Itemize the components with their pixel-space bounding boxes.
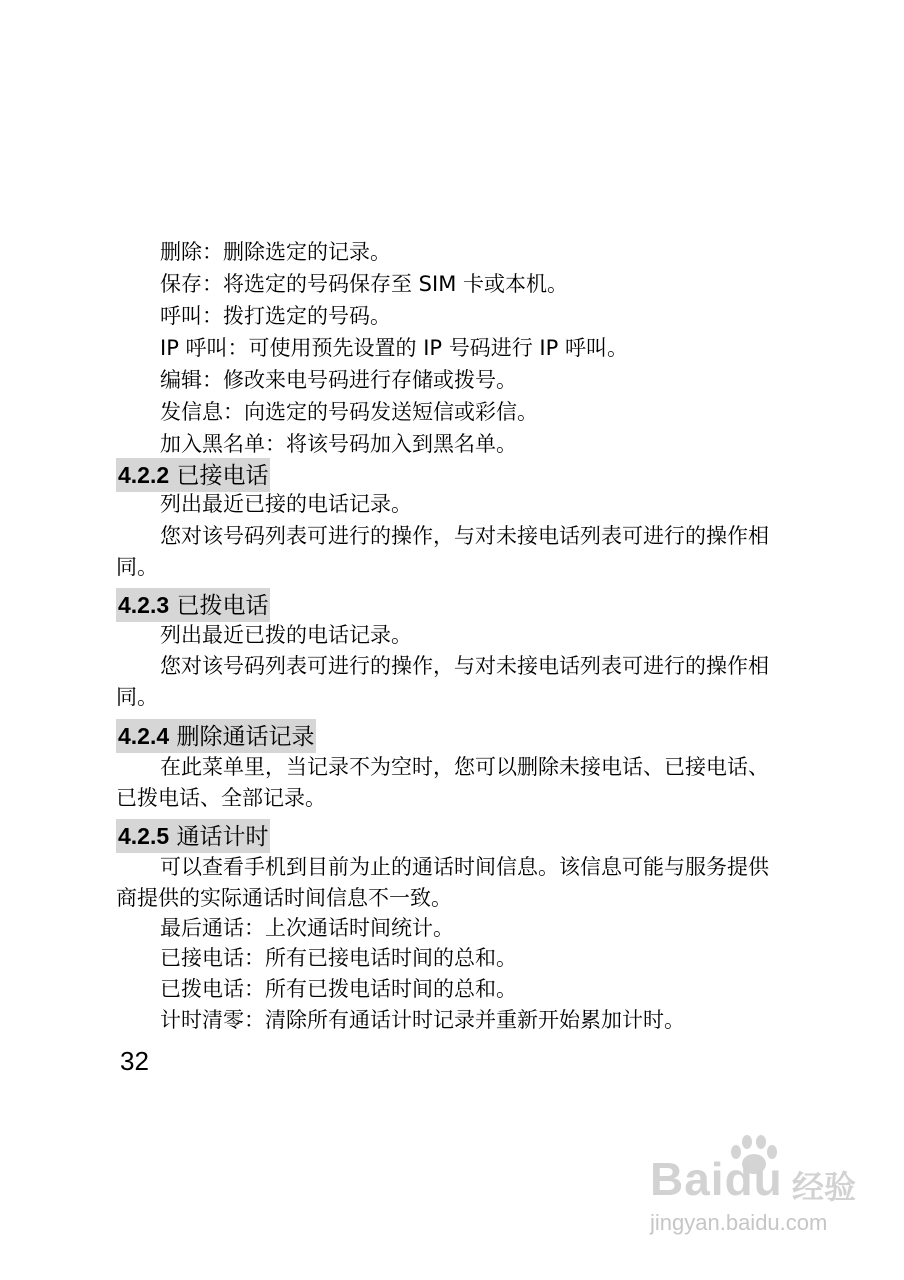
section-title: 删除通话记录: [176, 724, 315, 750]
menu-item-edit: 编辑：修改来电号码进行存储或拨号。: [160, 368, 517, 392]
menu-item-blacklist: 加入黑名单：将该号码加入到黑名单。: [160, 432, 517, 456]
section-heading-delete-call-log: [116, 719, 316, 753]
paragraph-line: 您对该号码列表可进行的操作，与对未接电话列表可进行的操作相: [160, 654, 769, 678]
section-number: 4.2.2: [118, 462, 170, 488]
watermark-label: 经验: [792, 1168, 857, 1206]
paragraph-line: 已拨电话、全部记录。: [116, 786, 326, 810]
page-number: 32: [120, 1046, 149, 1076]
paragraph-line: 商提供的实际通话时间信息不一致。: [116, 886, 452, 910]
timer-item-dialed: 已拨电话：所有已拨电话时间的总和。: [160, 977, 517, 1001]
paragraph-line: 同。: [116, 685, 158, 709]
paragraph-line: 在此菜单里，当记录不为空时，您可以删除未接电话、已接电话、: [160, 755, 769, 779]
menu-item-call: 呼叫：拨打选定的号码。: [160, 304, 391, 328]
section-heading-call-timer: [116, 819, 270, 853]
timer-item-last-call: 最后通话：上次通话时间统计。: [160, 916, 454, 940]
watermark-url: jingyan.baidu.com: [650, 1210, 828, 1235]
section-heading-dialed-calls: [116, 588, 270, 622]
watermark-logo: Baidu: [650, 1153, 783, 1205]
paragraph-line: 列出最近已拨的电话记录。: [160, 623, 412, 647]
menu-item-send-message: 发信息：向选定的号码发送短信或彩信。: [160, 400, 538, 424]
section-title: 已接电话: [176, 463, 269, 489]
menu-item-ip-call: IP 呼叫：可使用预先设置的 IP 号码进行 IP 呼叫。: [160, 336, 628, 360]
section-title: 通话计时: [176, 824, 269, 850]
timer-item-reset: 计时清零：清除所有通话计时记录并重新开始累加计时。: [160, 1008, 685, 1032]
paragraph-line: 同。: [116, 555, 158, 579]
section-number: 4.2.5: [118, 823, 170, 849]
paragraph-line: 列出最近已接的电话记录。: [160, 492, 412, 516]
menu-item-delete: 删除：删除选定的记录。: [160, 240, 391, 264]
menu-item-save: 保存：将选定的号码保存至 SIM 卡或本机。: [160, 272, 568, 296]
section-number: 4.2.3: [118, 592, 170, 618]
section-number: 4.2.4: [118, 723, 170, 749]
baidu-watermark: [640, 1140, 880, 1240]
timer-item-received: 已接电话：所有已接电话时间的总和。: [160, 946, 517, 970]
section-heading-received-calls: [116, 458, 270, 492]
section-title: 已拨电话: [176, 593, 269, 619]
paragraph-line: 您对该号码列表可进行的操作，与对未接电话列表可进行的操作相: [160, 524, 769, 548]
paragraph-line: 可以查看手机到目前为止的通话时间信息。该信息可能与服务提供: [160, 855, 769, 879]
